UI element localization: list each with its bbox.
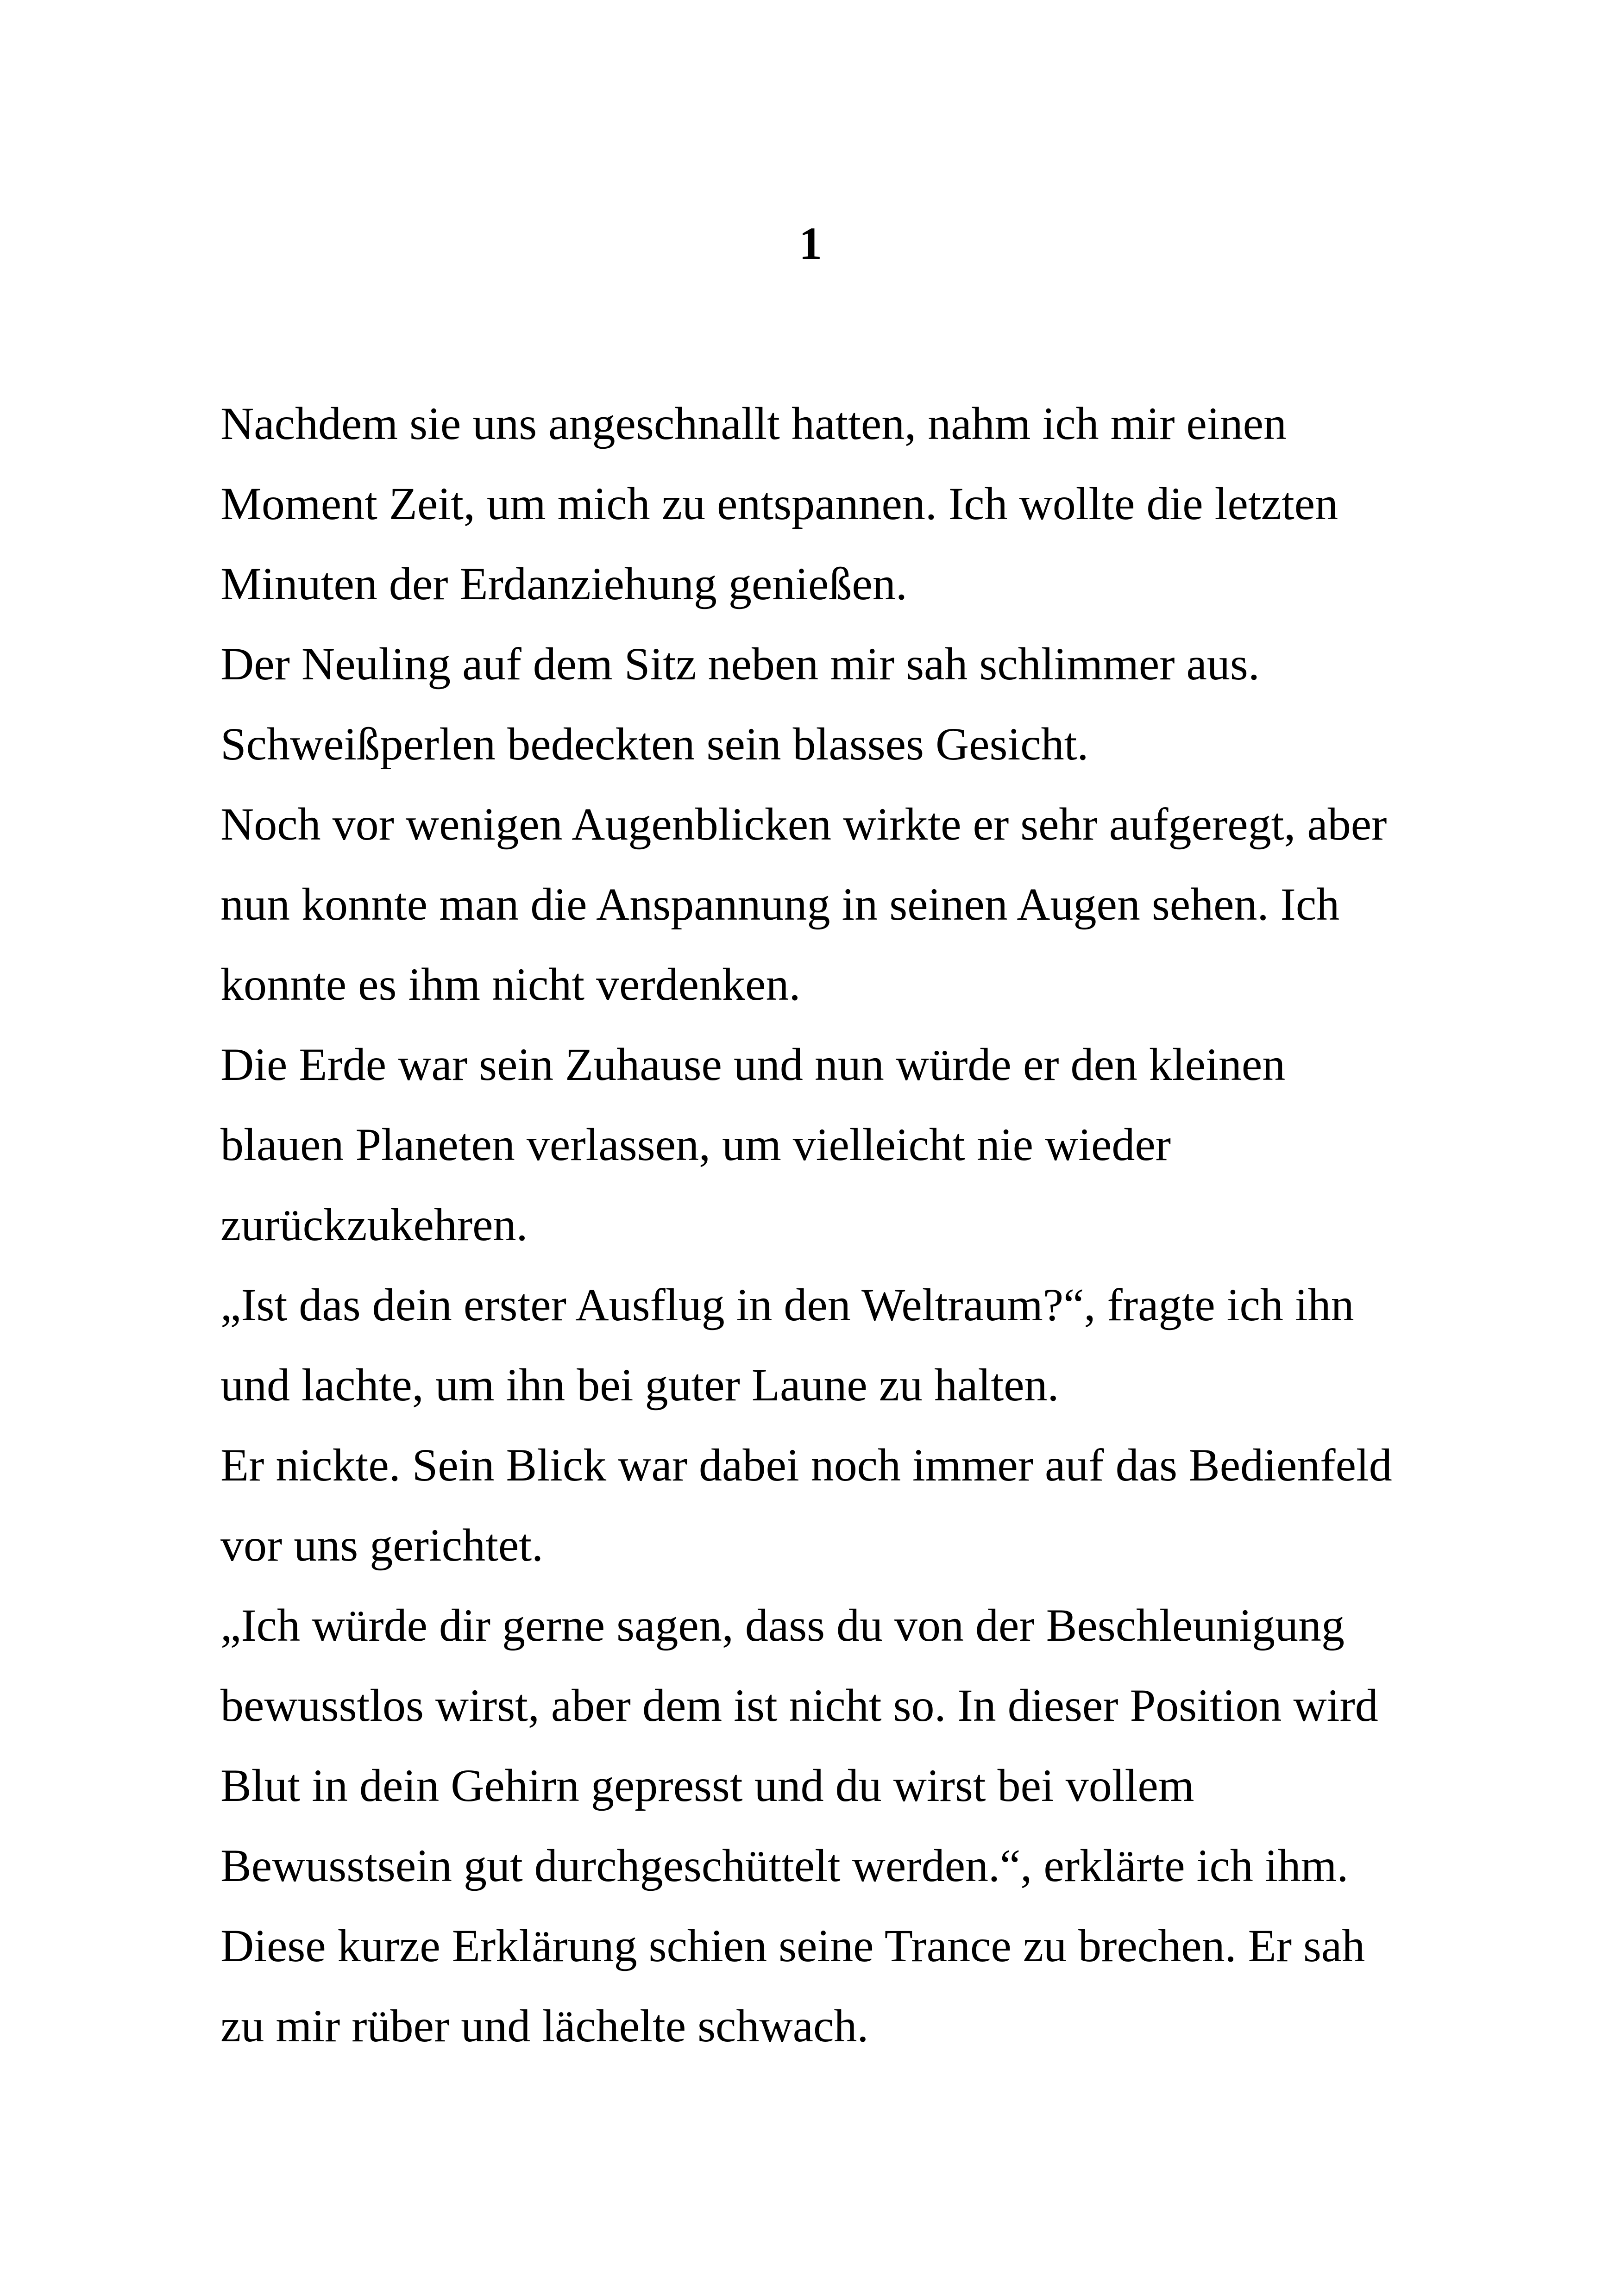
text-line: blauen Planeten verlassen, um vielleicht nie wieder: [220, 1119, 1171, 1170]
text-line: Schweißperlen bedeckten sein blasses Gesicht.: [220, 718, 1089, 770]
text-line: Moment Zeit, um mich zu entspannen. Ich wollte die letzten: [220, 478, 1338, 529]
text-line: zu mir rüber und lächelte schwach.: [220, 2000, 869, 2051]
chapter-body: [220, 383, 1471, 2066]
text-line: Minuten der Erdanziehung genießen.: [220, 558, 907, 609]
text-line: vor uns gerichtet.: [220, 1519, 544, 1571]
text-line: und lachte, um ihn bei guter Laune zu halten.: [220, 1359, 1059, 1411]
text-line: zurückzukehren.: [220, 1199, 528, 1250]
text-line: Der Neuling auf dem Sitz neben mir sah schlimmer aus.: [220, 638, 1260, 690]
text-line: bewusstlos wirst, aber dem ist nicht so. In dieser Position wird: [220, 1680, 1378, 1731]
text-line: Nachdem sie uns angeschnallt hatten, nahm ich mir einen: [220, 398, 1287, 449]
text-line: Die Erde war sein Zuhause und nun würde er den kleinen: [220, 1039, 1286, 1090]
text-line: Er nickte. Sein Blick war dabei noch immer auf das Bedienfeld: [220, 1439, 1392, 1491]
text-line: „Ich würde dir gerne sagen, dass du von der Beschleunigung: [220, 1600, 1345, 1651]
text-line: Blut in dein Gehirn gepresst und du wirst bei vollem: [220, 1760, 1194, 1811]
text-line: konnte es ihm nicht verdenken.: [220, 959, 801, 1010]
text-line: Bewusstsein gut durchgeschüttelt werden.“, erklärte ich ihm.: [220, 1840, 1349, 1891]
text-line: Diese kurze Erklärung schien seine Trance zu brechen. Er sah: [220, 1920, 1365, 1971]
chapter-number: 1: [799, 218, 822, 269]
text-line: Noch vor wenigen Augenblicken wirkte er sehr aufgeregt, aber: [220, 798, 1387, 850]
text-line: „Ist das dein erster Ausflug in den Weltraum?“, fragte ich ihn: [220, 1279, 1354, 1330]
text-line: nun konnte man die Anspannung in seinen Augen sehen. Ich: [220, 878, 1340, 930]
